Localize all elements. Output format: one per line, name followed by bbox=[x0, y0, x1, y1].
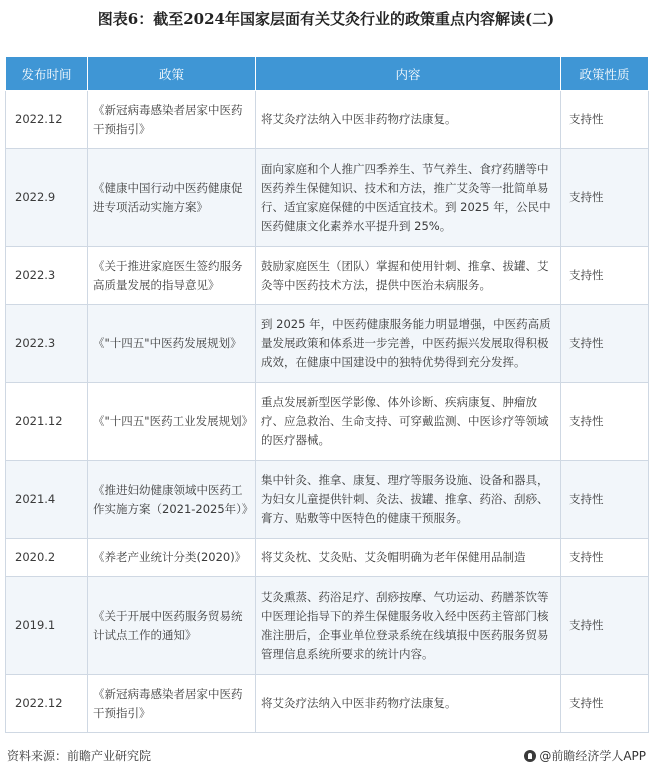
source-note: 资料来源：前瞻产业研究院 bbox=[7, 749, 152, 763]
cell-type: 支持性 bbox=[561, 247, 649, 305]
cell-policy: 《新冠病毒感染者居家中医药干预指引》 bbox=[88, 91, 256, 149]
header-type: 政策性质 bbox=[561, 57, 649, 91]
cell-type: 支持性 bbox=[561, 383, 649, 461]
cell-type: 支持性 bbox=[561, 305, 649, 383]
table-row bbox=[6, 305, 649, 383]
cell-date: 2021.12 bbox=[6, 383, 88, 461]
cell-date: 2020.2 bbox=[6, 539, 88, 577]
cell-date: 2022.3 bbox=[6, 247, 88, 305]
brand-credit bbox=[524, 748, 646, 764]
cell-date: 2019.1 bbox=[6, 577, 88, 675]
header-content: 内容 bbox=[256, 57, 561, 91]
table-row bbox=[6, 577, 649, 675]
policy-table bbox=[5, 56, 649, 733]
cell-type: 支持性 bbox=[561, 461, 649, 539]
cell-content: 重点发展新型医学影像、体外诊断、疾病康复、肿瘤放疗、应急救治、生命支持、可穿戴监测、中医诊疗等领域的医疗器械。 bbox=[256, 383, 561, 461]
qianzhan-logo-icon bbox=[524, 750, 536, 762]
cell-policy: 《新冠病毒感染者居家中医药干预指引》 bbox=[88, 675, 256, 733]
brand-label: @前瞻经济学人APP bbox=[539, 749, 646, 763]
cell-type: 支持性 bbox=[561, 539, 649, 577]
cell-content: 集中针灸、推拿、康复、理疗等服务设施、设备和器具，为妇女儿童提供针刺、灸法、拔罐、推拿、药浴、刮痧、膏方、贴敷等中医特色的健康干预服务。 bbox=[256, 461, 561, 539]
cell-content: 将艾灸疗法纳入中医非药物疗法康复。 bbox=[256, 91, 561, 149]
table-row bbox=[6, 247, 649, 305]
table-row bbox=[6, 383, 649, 461]
header-date: 发布时间 bbox=[6, 57, 88, 91]
cell-content: 鼓励家庭医生（团队）掌握和使用针刺、推拿、拔罐、艾灸等中医药技术方法，提供中医治未病服务。 bbox=[256, 247, 561, 305]
cell-content: 将艾灸疗法纳入中医非药物疗法康复。 bbox=[256, 675, 561, 733]
chart-title: 图表6：截至2024年国家层面有关艾灸行业的政策重点内容解读(二) bbox=[97, 10, 555, 28]
cell-date: 2021.4 bbox=[6, 461, 88, 539]
cell-type: 支持性 bbox=[561, 91, 649, 149]
cell-policy: 《推进妇幼健康领域中医药工作实施方案（2021-2025年）》 bbox=[88, 461, 256, 539]
cell-date: 2022.12 bbox=[6, 91, 88, 149]
cell-type: 支持性 bbox=[561, 577, 649, 675]
table-row bbox=[6, 91, 649, 149]
table-row bbox=[6, 461, 649, 539]
cell-policy: 《"十四五"医药工业发展规划》 bbox=[88, 383, 256, 461]
cell-policy: 《养老产业统计分类(2020)》 bbox=[88, 539, 256, 577]
table-row bbox=[6, 675, 649, 733]
cell-content: 面向家庭和个人推广四季养生、节气养生、食疗药膳等中医药养生保健知识、技术和方法，推广艾灸等一批简单易行、适宜家庭保健的中医适宜技术。到 2025 年，公民中医药健康文化素养水平提升到 25%。 bbox=[256, 149, 561, 247]
table-row bbox=[6, 539, 649, 577]
cell-date: 2022.3 bbox=[6, 305, 88, 383]
cell-type: 支持性 bbox=[561, 149, 649, 247]
cell-content: 艾灸熏蒸、药浴足疗、刮痧按摩、气功运动、药膳茶饮等中医理论指导下的养生保健服务收入经中医药主管部门核准注册后，企事业单位登录系统在线填报中医药服务贸易管理信息系统所要求的统计内容。 bbox=[256, 577, 561, 675]
table-header-row bbox=[6, 57, 649, 91]
header-policy: 政策 bbox=[88, 57, 256, 91]
cell-policy: 《关于开展中医药服务贸易统计试点工作的通知》 bbox=[88, 577, 256, 675]
cell-policy: 《健康中国行动中医药健康促进专项活动实施方案》 bbox=[88, 149, 256, 247]
cell-content: 将艾灸枕、艾灸贴、艾灸帽明确为老年保健用品制造 bbox=[256, 539, 561, 577]
table-row bbox=[6, 149, 649, 247]
cell-policy: 《"十四五"中医药发展规划》 bbox=[88, 305, 256, 383]
cell-date: 2022.9 bbox=[6, 149, 88, 247]
cell-date: 2022.12 bbox=[6, 675, 88, 733]
cell-type: 支持性 bbox=[561, 675, 649, 733]
cell-policy: 《关于推进家庭医生签约服务高质量发展的指导意见》 bbox=[88, 247, 256, 305]
cell-content: 到 2025 年，中医药健康服务能力明显增强，中医药高质量发展政策和体系进一步完善，中医药振兴发展取得积极成效，在健康中国建设中的独特优势得到充分发挥。 bbox=[256, 305, 561, 383]
